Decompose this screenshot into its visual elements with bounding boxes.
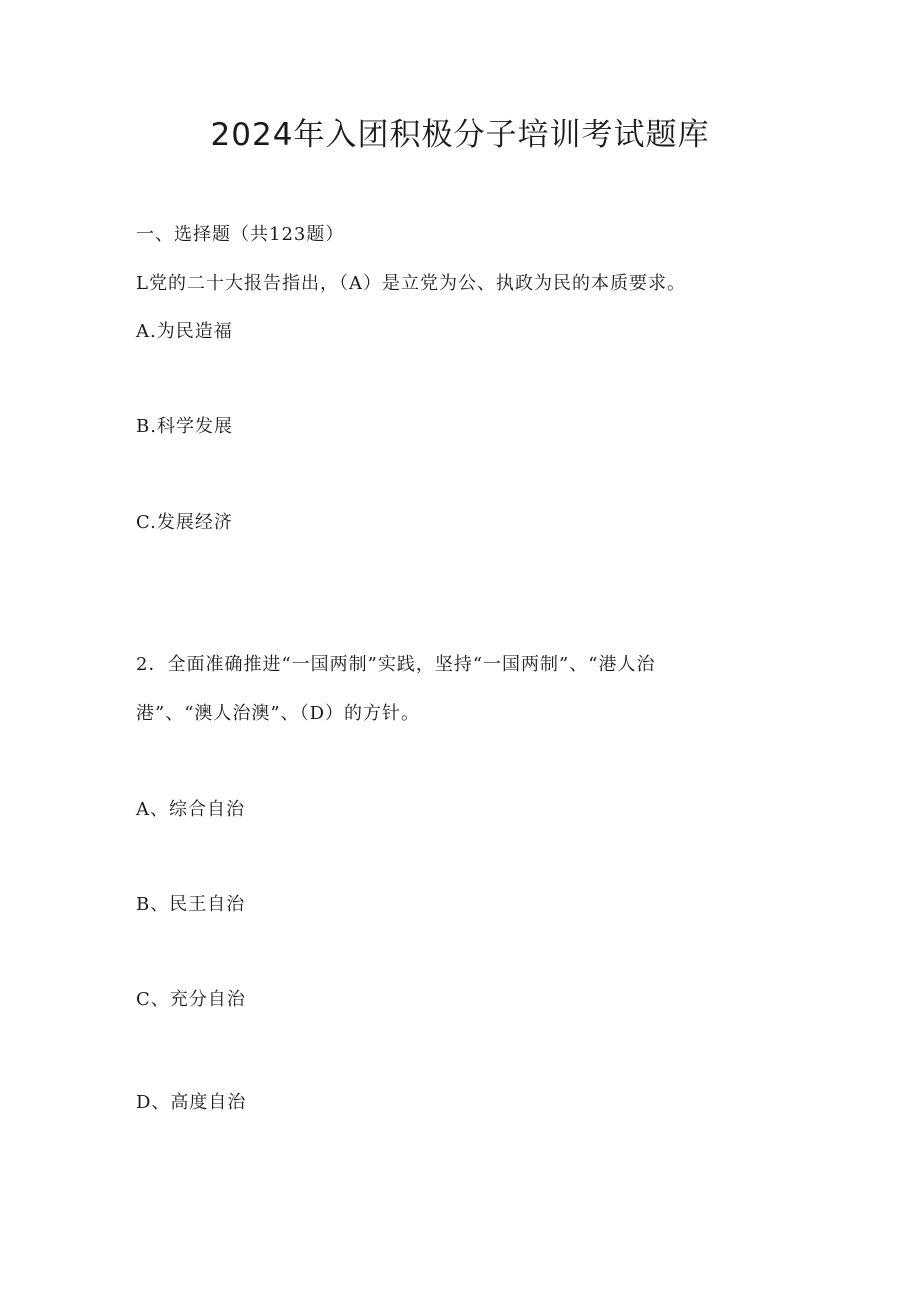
question-2-option-a: A、综合自治: [136, 799, 245, 820]
question-2-option-d: D、高度自治: [136, 1092, 247, 1113]
document-title: 2024年入团积极分子培训考试题库: [210, 117, 710, 153]
question-1-text: L党的二十大报告指出，（A）是立党为公、执政为民的本质要求。: [136, 273, 686, 294]
question-1-option-b: B.科学发展: [136, 416, 233, 437]
question-2-option-c: C、充分自治: [136, 989, 246, 1010]
question-2-option-b: B、民王自治: [136, 894, 246, 915]
section-heading: 一、选择题（共123题）: [136, 224, 345, 245]
question-2-text-line-1: 2．全面准确推进“一国两制”实践，坚持“一国两制”、“港人治: [136, 654, 656, 675]
question-1-option-a: A.为民造福: [136, 321, 233, 342]
question-2-text-line-2: 港”、“澳人治澳”、（D）的方针。: [136, 703, 421, 724]
question-1-option-c: C.发展经济: [136, 512, 233, 533]
